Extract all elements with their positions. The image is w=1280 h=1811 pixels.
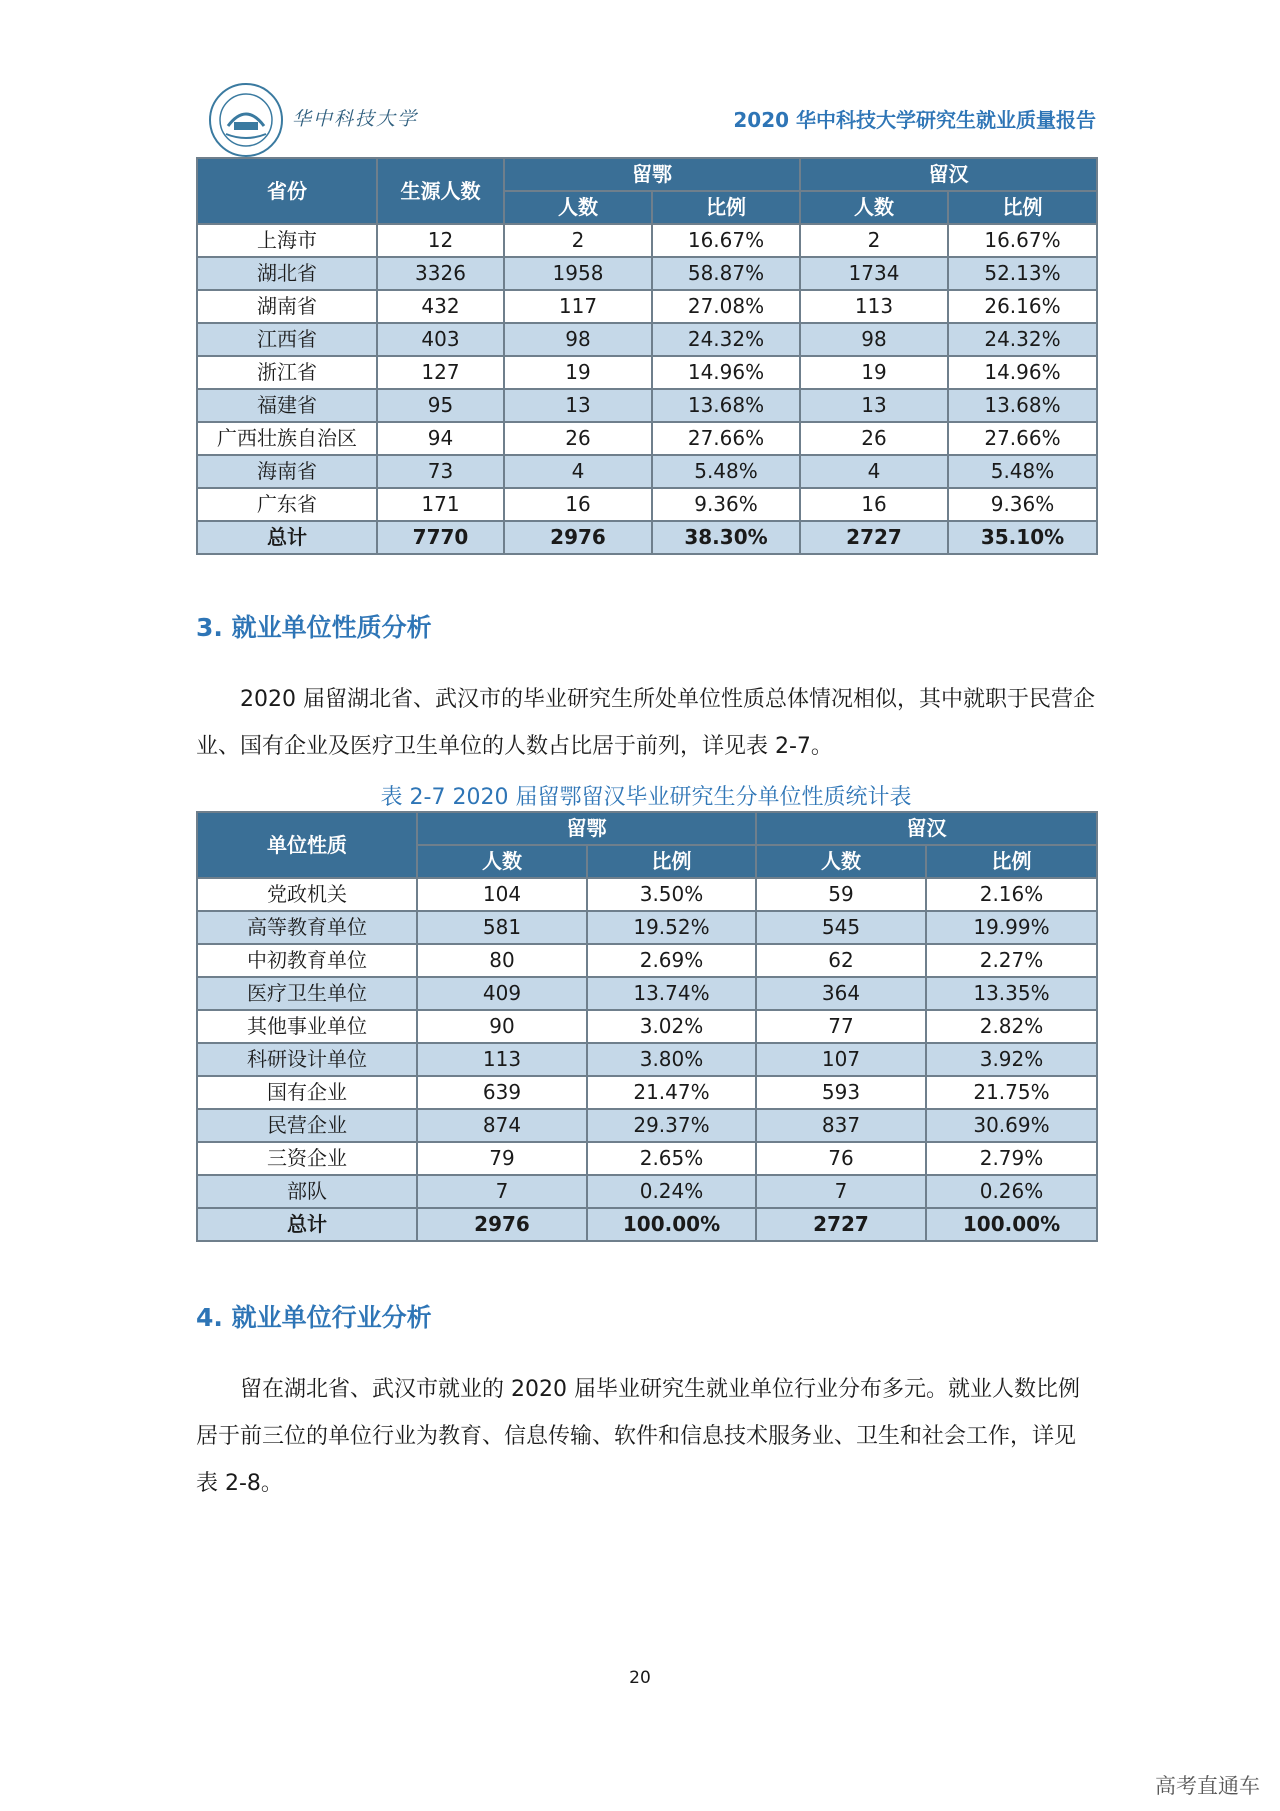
header-liue-count: 人数 (417, 845, 587, 878)
cell-e-ratio: 13.68% (652, 389, 800, 422)
cell-e-ratio: 58.87% (652, 257, 800, 290)
cell-h-ratio: 2.27% (926, 944, 1097, 977)
header-liuhan-ratio: 比例 (948, 191, 1097, 224)
header-liue: 留鄂 (504, 158, 800, 191)
cell-e-count: 639 (417, 1076, 587, 1109)
cell-e-ratio: 19.52% (587, 911, 756, 944)
cell-e-count: 16 (504, 488, 652, 521)
header-liue-ratio: 比例 (587, 845, 756, 878)
table-row (197, 290, 1097, 323)
cell-h-count: 2727 (756, 1208, 926, 1241)
cell-e-ratio: 29.37% (587, 1109, 756, 1142)
cell-h-ratio: 24.32% (948, 323, 1097, 356)
cell-h-ratio: 2.82% (926, 1010, 1097, 1043)
cell-e-count: 874 (417, 1109, 587, 1142)
cell-e-count: 26 (504, 422, 652, 455)
cell-source: 3326 (377, 257, 504, 290)
cell-e-ratio: 14.96% (652, 356, 800, 389)
cell-h-count: 545 (756, 911, 926, 944)
table-row (197, 1109, 1097, 1142)
header-unit-type: 单位性质 (197, 812, 417, 878)
cell-h-count: 2 (800, 224, 948, 257)
header-liuhan: 留汉 (756, 812, 1097, 845)
cell-h-count: 98 (800, 323, 948, 356)
cell-e-count: 4 (504, 455, 652, 488)
cell-e-count: 581 (417, 911, 587, 944)
cell-name: 湖南省 (197, 290, 377, 323)
cell-h-count: 2727 (800, 521, 948, 554)
cell-h-count: 4 (800, 455, 948, 488)
cell-name: 医疗卫生单位 (197, 977, 417, 1010)
header-liue: 留鄂 (417, 812, 756, 845)
cell-name: 总计 (197, 521, 377, 554)
table-row (197, 911, 1097, 944)
cell-e-count: 79 (417, 1142, 587, 1175)
page-header (196, 82, 1096, 164)
table-row (197, 1076, 1097, 1109)
header-liuhan-count: 人数 (800, 191, 948, 224)
table-row (197, 224, 1097, 257)
cell-h-count: 19 (800, 356, 948, 389)
table-row (197, 422, 1097, 455)
cell-e-ratio: 27.08% (652, 290, 800, 323)
cell-name: 广东省 (197, 488, 377, 521)
table-row (197, 1043, 1097, 1076)
cell-h-count: 62 (756, 944, 926, 977)
section-3-paragraph: 2020 届留湖北省、武汉市的毕业研究生所处单位性质总体情况相似，其中就职于民营企业、国有企业及医疗卫生单位的人数占比居于前列，详见表 2-7。 (196, 687, 1095, 759)
cell-source: 73 (377, 455, 504, 488)
cell-h-ratio: 26.16% (948, 290, 1097, 323)
cell-name: 浙江省 (197, 356, 377, 389)
cell-h-ratio: 0.26% (926, 1175, 1097, 1208)
cell-e-ratio: 5.48% (652, 455, 800, 488)
cell-e-count: 19 (504, 356, 652, 389)
cell-h-ratio: 9.36% (948, 488, 1097, 521)
cell-e-count: 117 (504, 290, 652, 323)
cell-e-ratio: 100.00% (587, 1208, 756, 1241)
cell-h-ratio: 100.00% (926, 1208, 1097, 1241)
section-4-heading: 4. 就业单位行业分析 (196, 1303, 432, 1332)
cell-name: 党政机关 (197, 878, 417, 911)
cell-e-ratio: 21.47% (587, 1076, 756, 1109)
report-title: 2020 华中科技大学研究生就业质量报告 (733, 108, 1096, 132)
cell-name: 上海市 (197, 224, 377, 257)
cell-e-count: 2 (504, 224, 652, 257)
cell-name: 海南省 (197, 455, 377, 488)
logo-text: 华中科技大学 (292, 108, 419, 130)
header-liuhan-ratio: 比例 (926, 845, 1097, 878)
table-row (197, 356, 1097, 389)
cell-e-count: 13 (504, 389, 652, 422)
cell-h-count: 7 (756, 1175, 926, 1208)
cell-h-count: 26 (800, 422, 948, 455)
cell-e-ratio: 16.67% (652, 224, 800, 257)
cell-h-ratio: 27.66% (948, 422, 1097, 455)
table-row (197, 944, 1097, 977)
table-total-row (197, 521, 1097, 554)
cell-e-ratio: 3.50% (587, 878, 756, 911)
cell-e-count: 2976 (504, 521, 652, 554)
cell-h-count: 13 (800, 389, 948, 422)
cell-h-ratio: 3.92% (926, 1043, 1097, 1076)
cell-name: 科研设计单位 (197, 1043, 417, 1076)
cell-e-count: 80 (417, 944, 587, 977)
cell-h-count: 59 (756, 878, 926, 911)
cell-e-ratio: 3.80% (587, 1043, 756, 1076)
cell-h-ratio: 13.35% (926, 977, 1097, 1010)
header-liue-count: 人数 (504, 191, 652, 224)
cell-h-ratio: 16.67% (948, 224, 1097, 257)
cell-h-count: 364 (756, 977, 926, 1010)
cell-e-ratio: 24.32% (652, 323, 800, 356)
cell-h-ratio: 21.75% (926, 1076, 1097, 1109)
cell-name: 中初教育单位 (197, 944, 417, 977)
cell-h-count: 77 (756, 1010, 926, 1043)
cell-h-ratio: 13.68% (948, 389, 1097, 422)
page-number: 20 (629, 1668, 651, 1688)
table-row (197, 488, 1097, 521)
cell-e-ratio: 27.66% (652, 422, 800, 455)
cell-name: 总计 (197, 1208, 417, 1241)
cell-h-ratio: 2.16% (926, 878, 1097, 911)
cell-name: 福建省 (197, 389, 377, 422)
cell-e-ratio: 13.74% (587, 977, 756, 1010)
table-row (197, 323, 1097, 356)
table-row (197, 1010, 1097, 1043)
cell-h-count: 113 (800, 290, 948, 323)
cell-name: 广西壮族自治区 (197, 422, 377, 455)
cell-h-count: 593 (756, 1076, 926, 1109)
unit-type-table (196, 811, 1098, 1242)
cell-name: 三资企业 (197, 1142, 417, 1175)
table-row (197, 455, 1097, 488)
cell-e-ratio: 38.30% (652, 521, 800, 554)
header-liue-ratio: 比例 (652, 191, 800, 224)
table-row (197, 977, 1097, 1010)
cell-name: 湖北省 (197, 257, 377, 290)
cell-name: 民营企业 (197, 1109, 417, 1142)
cell-e-count: 409 (417, 977, 587, 1010)
table-row (197, 257, 1097, 290)
cell-name: 其他事业单位 (197, 1010, 417, 1043)
cell-name: 江西省 (197, 323, 377, 356)
cell-source: 7770 (377, 521, 504, 554)
header-liuhan-count: 人数 (756, 845, 926, 878)
cell-name: 高等教育单位 (197, 911, 417, 944)
cell-source: 403 (377, 323, 504, 356)
university-seal-icon (208, 82, 284, 158)
cell-e-count: 1958 (504, 257, 652, 290)
cell-e-count: 98 (504, 323, 652, 356)
section-4-paragraph: 留在湖北省、武汉市就业的 2020 届毕业研究生就业单位行业分布多元。就业人数比例居于前三位的单位行业为教育、信息传输、软件和信息技术服务业、卫生和社会工作，详见表 2-8。 (196, 1377, 1080, 1496)
table-row (197, 1175, 1097, 1208)
cell-name: 国有企业 (197, 1076, 417, 1109)
cell-h-ratio: 52.13% (948, 257, 1097, 290)
cell-source: 171 (377, 488, 504, 521)
header-source-count: 生源人数 (377, 158, 504, 224)
cell-h-count: 837 (756, 1109, 926, 1142)
table-row (197, 389, 1097, 422)
cell-e-count: 7 (417, 1175, 587, 1208)
cell-name: 部队 (197, 1175, 417, 1208)
table-row (197, 1142, 1097, 1175)
cell-source: 127 (377, 356, 504, 389)
cell-e-ratio: 2.65% (587, 1142, 756, 1175)
cell-h-ratio: 35.10% (948, 521, 1097, 554)
cell-h-count: 76 (756, 1142, 926, 1175)
cell-h-count: 1734 (800, 257, 948, 290)
cell-h-ratio: 19.99% (926, 911, 1097, 944)
cell-source: 94 (377, 422, 504, 455)
cell-h-count: 16 (800, 488, 948, 521)
cell-e-ratio: 2.69% (587, 944, 756, 977)
header-province: 省份 (197, 158, 377, 224)
cell-h-ratio: 30.69% (926, 1109, 1097, 1142)
cell-h-ratio: 14.96% (948, 356, 1097, 389)
cell-source: 95 (377, 389, 504, 422)
cell-source: 432 (377, 290, 504, 323)
cell-h-count: 107 (756, 1043, 926, 1076)
cell-source: 12 (377, 224, 504, 257)
province-table (196, 157, 1098, 555)
header-liuhan: 留汉 (800, 158, 1097, 191)
cell-e-count: 2976 (417, 1208, 587, 1241)
table-row (197, 878, 1097, 911)
cell-e-ratio: 0.24% (587, 1175, 756, 1208)
table-2-7-caption: 表 2-7 2020 届留鄂留汉毕业研究生分单位性质统计表 (380, 785, 912, 810)
cell-h-ratio: 5.48% (948, 455, 1097, 488)
cell-e-ratio: 9.36% (652, 488, 800, 521)
table-total-row (197, 1208, 1097, 1241)
watermark: 高考直通车 (1155, 1774, 1260, 1798)
cell-e-count: 113 (417, 1043, 587, 1076)
cell-e-count: 90 (417, 1010, 587, 1043)
cell-e-count: 104 (417, 878, 587, 911)
cell-h-ratio: 2.79% (926, 1142, 1097, 1175)
section-3-heading: 3. 就业单位性质分析 (196, 613, 432, 642)
cell-e-ratio: 3.02% (587, 1010, 756, 1043)
